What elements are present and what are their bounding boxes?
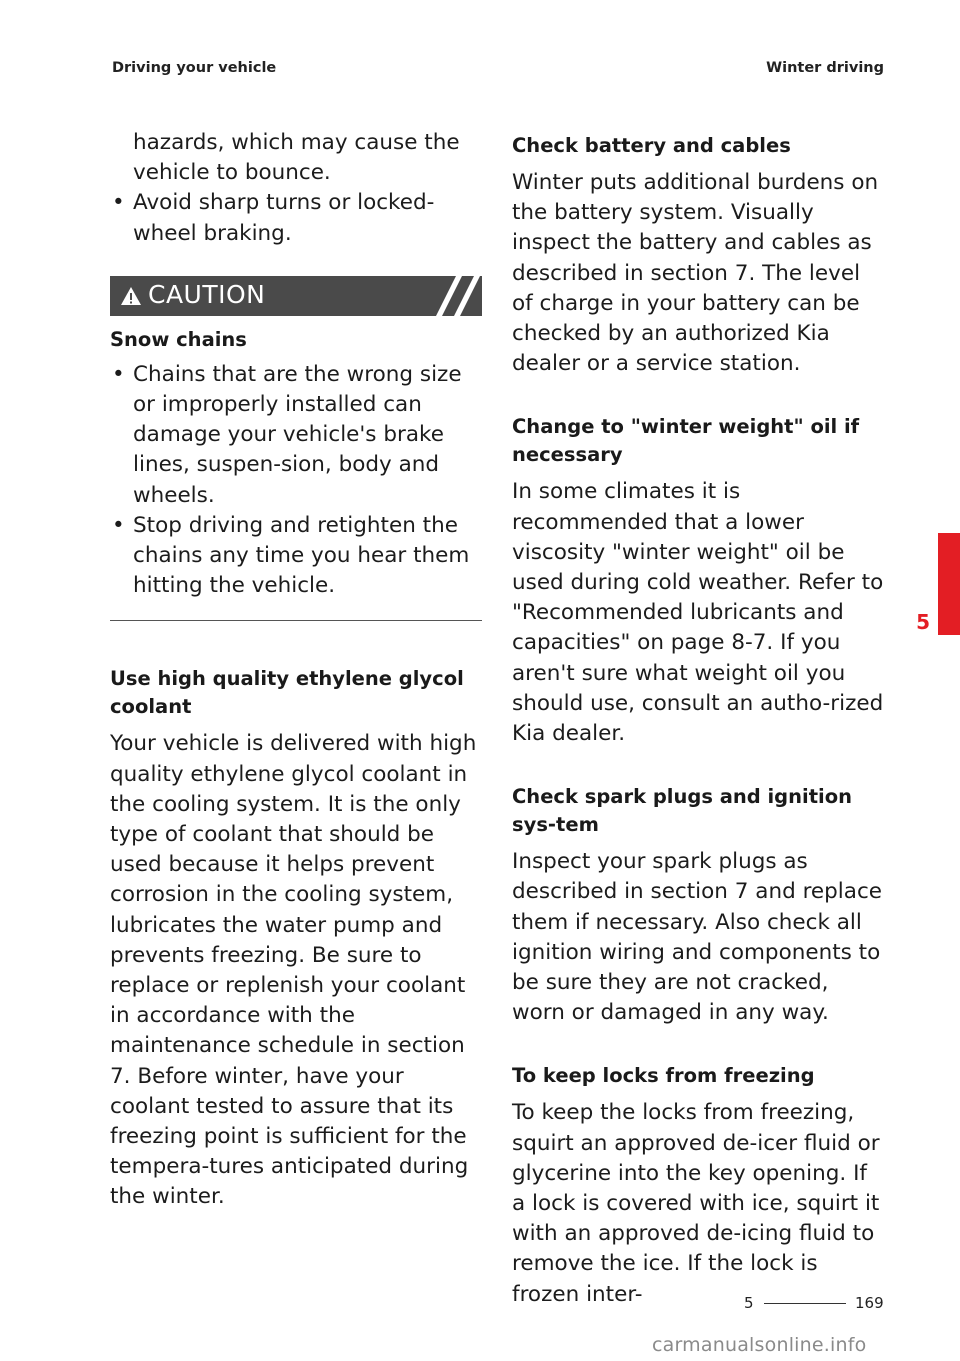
bullet-icon: •	[112, 190, 125, 216]
list-item	[110, 360, 482, 511]
right-column	[512, 128, 884, 1310]
section-tab-number[interactable]: 5	[916, 610, 930, 634]
left-column	[110, 128, 482, 1213]
list-item-text: Stop driving and retighten the chains any time you hear them hitting the vehicle.	[133, 512, 470, 599]
warning-triangle-icon	[120, 286, 142, 306]
footer-section-number: 5	[744, 1294, 754, 1312]
list-item-text: Avoid sharp turns or locked-wheel braking.	[133, 190, 435, 246]
snow-chains-heading: Snow chains	[110, 327, 247, 351]
list-item	[110, 511, 482, 602]
caution-stripes	[426, 276, 482, 316]
oil-heading: Change to "winter weight" oil if necessary	[512, 415, 860, 467]
battery-heading: Check battery and cables	[512, 134, 791, 157]
bullet-icon: •	[112, 512, 125, 538]
page-number: 169	[855, 1294, 884, 1312]
spark-body: Inspect your spark plugs as described in section 7 and replace them if necessary. Also check all ignition wiring and components to be sure they are not cracked, worn or damaged in any way.	[512, 849, 883, 1026]
oil-body: In some climates it is recommended that a lower viscosity "winter weight" oil be used during cold weather. Refer to "Recommended lubricants and capacities" on page 8-7. If you aren't sure what weight oil you should use, consult an autho-rized Kia dealer.	[512, 479, 884, 747]
list-item	[110, 188, 482, 248]
locks-body: To keep the locks from freezing, squirt an approved de-icer fluid or glycerine into the key opening. If a lock is covered with ice, squirt it with an approved de-icing fluid to remove the ice. If the lock is frozen inter-	[512, 1100, 880, 1307]
continued-text-line: vehicle to bounce.	[133, 160, 331, 186]
caution-banner	[110, 276, 482, 316]
bullet-icon: •	[112, 361, 125, 387]
footer-divider	[764, 1303, 846, 1304]
locks-heading: To keep locks from freezing	[512, 1064, 815, 1088]
spark-heading: Check spark plugs and ignition sys-tem	[512, 785, 852, 837]
header-topic: Winter driving	[766, 60, 884, 76]
battery-body: Winter puts additional burdens on the battery system. Visually inspect the battery and cables as described in section 7. The level of charge in your battery can be checked by an authorized Kia dealer or a service station.	[512, 170, 879, 377]
coolant-body: Your vehicle is delivered with high quality ethylene glycol coolant in the cooling system. It is the only type of coolant that should be used because it helps prevent corrosion in the cooling system, lubricates the water pump and prevents freezing. Be sure to replace or replenish your coolant in accordance with the maintenance schedule in section 7. Before winter, have your coolant tested to assure that its freezing point is sufficient for the tempera-tures anticipated during the winter.	[110, 731, 477, 1210]
caution-label: CAUTION	[148, 279, 266, 309]
watermark: carmanualsonline.info	[652, 1334, 867, 1356]
coolant-heading: Use high quality ethylene glycol coolant	[110, 667, 464, 719]
header-chapter: Driving your vehicle	[112, 60, 277, 76]
list-item-text: Chains that are the wrong size or improperly installed can damage your vehicle's brake lines, suspen-sion, body and wheels.	[133, 361, 462, 508]
section-tab[interactable]	[938, 533, 960, 635]
continued-text-line: hazards, which may cause the	[133, 130, 460, 155]
